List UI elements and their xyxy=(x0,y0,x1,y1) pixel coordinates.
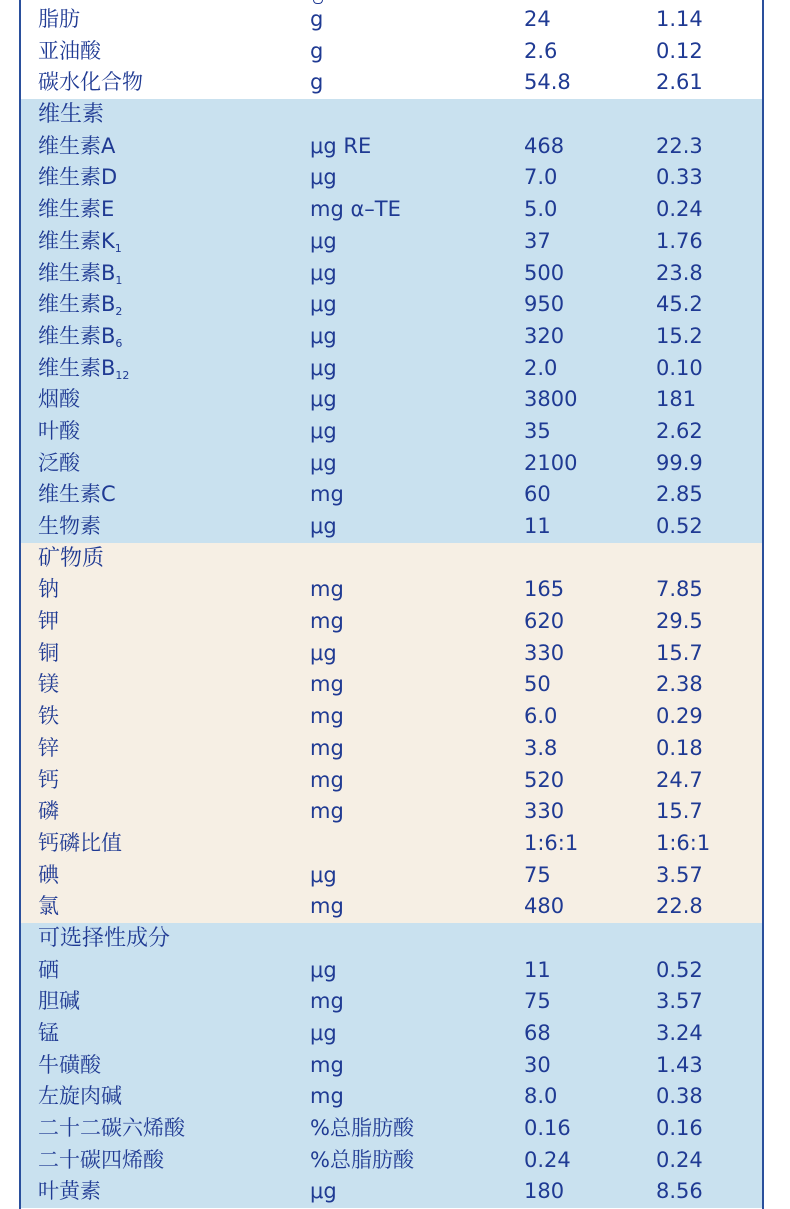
optional-section xyxy=(21,923,762,1208)
unit-cell: μg xyxy=(310,1021,337,1045)
unit-cell: g xyxy=(310,7,324,31)
nutrient-name xyxy=(38,1018,59,1050)
per-100g-value: 68 xyxy=(524,1021,551,1045)
per-100g-value: 11 xyxy=(524,514,551,538)
nutrient-name xyxy=(38,1176,101,1208)
nutrient-name xyxy=(38,796,59,828)
unit-cell: mg xyxy=(310,609,344,634)
per-100g-value: 2100 xyxy=(524,450,578,475)
per-100g-value: 75 xyxy=(524,989,551,1014)
nutrient-name xyxy=(38,701,59,733)
unit-cell: μg xyxy=(310,355,337,380)
per-100g-value: 35 xyxy=(524,418,551,443)
per-100kj-value: 0.16 xyxy=(656,1116,703,1141)
nutrient-name-text: 氯 xyxy=(38,894,59,919)
nutrient-name-text: 维生素B xyxy=(38,292,116,317)
per-100g-value: 330 xyxy=(524,640,565,665)
per-100kj-value: 2.61 xyxy=(656,70,703,95)
table-row xyxy=(21,258,762,290)
nutrient-name xyxy=(38,511,101,543)
table-row xyxy=(21,36,762,68)
nutrient-name xyxy=(38,986,80,1018)
nutrient-name xyxy=(38,226,122,258)
per-100g-value: 480 xyxy=(524,894,565,919)
per-100kj-value: 3.57 xyxy=(656,862,703,887)
unit-cell: μg xyxy=(310,165,337,190)
unit-cell: g xyxy=(310,70,324,95)
per-100kj-value: 0.38 xyxy=(656,1084,703,1109)
unit-cell: μg xyxy=(310,387,337,412)
per-100g-value: 7.0 xyxy=(524,165,558,190)
per-100kj-value: 1.76 xyxy=(656,228,703,253)
macros-section xyxy=(21,4,762,99)
per-100kj-value: 1.14 xyxy=(656,7,703,31)
nutrient-name-text: 维生素B xyxy=(38,323,116,348)
nutrient-name xyxy=(38,669,59,701)
per-100kj-value: 99.9 xyxy=(656,450,703,475)
table-row xyxy=(21,606,762,638)
nutrient-subscript: 2 xyxy=(115,305,123,319)
table-row xyxy=(21,955,762,987)
unit-cell: mg xyxy=(310,767,344,792)
nutrient-name-text: 钙磷比值 xyxy=(38,830,122,855)
unit-cell: μg RE xyxy=(310,133,372,158)
vitamins-section xyxy=(21,99,762,543)
unit-cell: μg xyxy=(310,418,337,443)
per-100kj-value: 29.5 xyxy=(656,609,703,634)
per-100g-value: 5.0 xyxy=(524,197,558,222)
nutrient-name xyxy=(38,67,143,99)
nutrient-name xyxy=(38,828,122,860)
per-100kj-value: 22.8 xyxy=(656,894,703,919)
nutrient-name-text: 铜 xyxy=(38,640,59,665)
nutrient-name-text: 二十二碳六烯酸 xyxy=(38,1116,185,1141)
nutrient-name xyxy=(38,194,114,226)
nutrient-name xyxy=(38,384,80,416)
nutrient-name-text: 维生素C xyxy=(38,482,116,507)
table-row xyxy=(21,1018,762,1050)
nutrient-name-text: 维生素E xyxy=(38,197,115,222)
nutrient-name xyxy=(38,162,117,194)
nutrition-table xyxy=(19,0,764,1209)
table-row xyxy=(21,479,762,511)
nutrient-name-text: 磷 xyxy=(38,799,59,824)
nutrient-name-text: 碳水化合物 xyxy=(38,70,143,95)
nutrient-name xyxy=(38,36,101,68)
nutrient-name xyxy=(38,258,122,290)
nutrient-name xyxy=(38,479,116,511)
nutrient-name-text: 钾 xyxy=(38,609,59,634)
per-100kj-value: 45.2 xyxy=(656,292,703,317)
per-100kj-value: 0.24 xyxy=(656,1147,703,1172)
nutrient-name-text: 钙 xyxy=(38,767,59,792)
nutrient-name xyxy=(38,1081,122,1113)
per-100kj-value: 8.56 xyxy=(656,1179,703,1204)
nutrient-name-text: 烟酸 xyxy=(38,387,80,412)
unit-cell: μg xyxy=(310,514,337,538)
nutrient-name xyxy=(38,891,59,923)
nutrient-subscript: 1 xyxy=(115,273,123,287)
nutrient-name-text: 维生素B xyxy=(38,260,116,285)
unit-cell: mg α–TE xyxy=(310,197,401,222)
per-100kj-value: 7.85 xyxy=(656,577,703,602)
per-100g-value: 2.6 xyxy=(524,38,558,63)
unit-cell: μg xyxy=(310,260,337,285)
nutrient-name xyxy=(38,955,59,987)
nutrient-name-text: 生物素 xyxy=(38,514,101,538)
per-100g-value: 50 xyxy=(524,672,551,697)
table-row xyxy=(21,194,762,226)
per-100g-value: 30 xyxy=(524,1052,551,1077)
table-row xyxy=(21,765,762,797)
nutrient-name-text: 胆碱 xyxy=(38,989,80,1014)
table-row xyxy=(21,1145,762,1177)
per-100g-value: 11 xyxy=(524,957,551,982)
nutrient-name-text: 钠 xyxy=(38,577,59,602)
unit-cell: mg xyxy=(310,799,344,824)
nutrient-name-text: 维生素D xyxy=(38,165,118,190)
per-100g-value: 24 xyxy=(524,7,551,31)
table-row xyxy=(21,416,762,448)
table-row xyxy=(21,891,762,923)
unit-cell: mg xyxy=(310,704,344,729)
section-header xyxy=(21,923,762,955)
table-row xyxy=(21,1176,762,1208)
nutrient-name-text: 二十碳四烯酸 xyxy=(38,1147,164,1172)
per-100kj-value: 1.43 xyxy=(656,1052,703,1077)
unit-cell: μg xyxy=(310,292,337,317)
nutrient-name-text: 锰 xyxy=(38,1021,59,1045)
nutrient-name-text: 脂肪 xyxy=(38,7,80,31)
nutrient-name-text: 铁 xyxy=(38,704,59,729)
nutrient-name-text: 维生素K xyxy=(38,228,115,253)
table-row xyxy=(21,67,762,99)
per-100g-value: 520 xyxy=(524,767,565,792)
nutrient-name xyxy=(38,1050,101,1082)
nutrient-name-text: 亚油酸 xyxy=(38,38,101,63)
nutrient-name-text: 锌 xyxy=(38,735,59,760)
unit-cell: g xyxy=(310,38,324,63)
unit-cell: mg xyxy=(310,894,344,919)
per-100g-value: 500 xyxy=(524,260,565,285)
table-row xyxy=(21,796,762,828)
nutrient-name xyxy=(38,860,59,892)
nutrient-name-text: 维生素A xyxy=(38,133,116,158)
per-100g-value: 3800 xyxy=(524,387,578,412)
unit-cell: mg xyxy=(310,735,344,760)
unit-cell: mg xyxy=(310,672,344,697)
nutrient-name xyxy=(38,416,80,448)
table-row xyxy=(21,511,762,543)
nutrient-name xyxy=(38,353,129,385)
unit-cell: mg xyxy=(310,1052,344,1077)
nutrient-name-text: 维生素B xyxy=(38,355,116,380)
per-100g-value: 37 xyxy=(524,228,551,253)
per-100g-value: 0.24 xyxy=(524,1147,571,1172)
per-100kj-value: 0.10 xyxy=(656,355,703,380)
section-header xyxy=(21,543,762,575)
per-100g-value: 320 xyxy=(524,323,565,348)
per-100kj-value: 0.52 xyxy=(656,957,703,982)
table-row xyxy=(21,4,762,36)
table-row xyxy=(21,353,762,385)
nutrient-name-text: 镁 xyxy=(38,672,59,697)
nutrient-subscript: 6 xyxy=(115,336,123,350)
table-row xyxy=(21,1113,762,1145)
table-row xyxy=(21,860,762,892)
nutrient-name xyxy=(38,765,59,797)
per-100g-value: 180 xyxy=(524,1179,565,1204)
nutrient-name xyxy=(38,289,122,321)
per-100kj-value: 0.18 xyxy=(656,735,703,760)
table-row xyxy=(21,448,762,480)
nutrient-name-text: 牛磺酸 xyxy=(38,1052,101,1077)
per-100kj-value: 0.52 xyxy=(656,514,703,538)
per-100kj-value: 2.62 xyxy=(656,418,703,443)
per-100kj-value: 24.7 xyxy=(656,767,703,792)
unit-cell: μg xyxy=(310,957,337,982)
table-row xyxy=(21,986,762,1018)
per-100kj-value: 23.8 xyxy=(656,260,703,285)
per-100g-value: 3.8 xyxy=(524,735,558,760)
nutrient-name xyxy=(38,1113,185,1145)
per-100kj-value: 0.12 xyxy=(656,38,703,63)
nutrient-name-text: 硒 xyxy=(38,957,59,982)
per-100g-value: 1:6:1 xyxy=(524,830,579,855)
per-100g-value: 165 xyxy=(524,577,565,602)
per-100kj-value: 2.85 xyxy=(656,482,703,507)
per-100g-value: 950 xyxy=(524,292,565,317)
table-row xyxy=(21,226,762,258)
per-100kj-value: 15.2 xyxy=(656,323,703,348)
table-row xyxy=(21,384,762,416)
nutrient-name xyxy=(38,1145,164,1177)
unit-cell: μg xyxy=(310,323,337,348)
table-row xyxy=(21,289,762,321)
per-100kj-value: 22.3 xyxy=(656,133,703,158)
per-100g-value: 468 xyxy=(524,133,565,158)
nutrient-subscript: 12 xyxy=(115,368,130,382)
per-100g-value: 8.0 xyxy=(524,1084,558,1109)
per-100kj-value: 15.7 xyxy=(656,799,703,824)
nutrient-name xyxy=(38,733,59,765)
unit-cell: mg xyxy=(310,577,344,602)
per-100g-value: 620 xyxy=(524,609,565,634)
nutrient-name-text: 叶黄素 xyxy=(38,1179,101,1204)
unit-cell: μg xyxy=(310,640,337,665)
nutrient-name-text: 左旋肉碱 xyxy=(38,1084,122,1109)
unit-cell: mg xyxy=(310,1084,344,1109)
per-100kj-value: 181 xyxy=(656,387,697,412)
unit-cell: %总脂肪酸 xyxy=(310,1147,414,1172)
table-row xyxy=(21,1050,762,1082)
per-100g-value: 75 xyxy=(524,862,551,887)
unit-cell: mg xyxy=(310,989,344,1014)
nutrient-name-text: 碘 xyxy=(38,862,59,887)
minerals-section xyxy=(21,543,762,923)
per-100kj-value: 2.38 xyxy=(656,672,703,697)
per-100kj-value: 0.24 xyxy=(656,197,703,222)
section-title: 矿物质 xyxy=(38,545,105,571)
section-title: 可选择性成分 xyxy=(38,925,171,951)
per-100kj-value: 0.29 xyxy=(656,704,703,729)
nutrient-subscript: 1 xyxy=(114,241,122,255)
unit-cell: μg xyxy=(310,862,337,887)
per-100g-value: 330 xyxy=(524,799,565,824)
nutrient-name xyxy=(38,321,122,353)
table-row xyxy=(21,669,762,701)
unit-cell: %总脂肪酸 xyxy=(310,1116,414,1141)
nutrient-name xyxy=(38,574,59,606)
per-100kj-value: 15.7 xyxy=(656,640,703,665)
per-100kj-value: 1:6:1 xyxy=(656,830,711,855)
per-100kj-value: 0.33 xyxy=(656,165,703,190)
table-row xyxy=(21,701,762,733)
nutrient-name xyxy=(38,638,59,670)
nutrient-name xyxy=(38,448,80,480)
table-row xyxy=(21,162,762,194)
per-100g-value: 54.8 xyxy=(524,70,571,95)
table-row xyxy=(21,733,762,765)
nutrient-name-text: 泛酸 xyxy=(38,450,80,475)
unit-cell: mg xyxy=(310,482,344,507)
unit-cell: μg xyxy=(310,1179,337,1204)
nutrient-name-text: 叶酸 xyxy=(38,418,80,443)
unit-cell: μg xyxy=(310,228,337,253)
per-100g-value: 60 xyxy=(524,482,551,507)
nutrient-name xyxy=(38,606,59,638)
table-row xyxy=(21,321,762,353)
table-row xyxy=(21,131,762,163)
table-row xyxy=(21,828,762,860)
per-100g-value: 2.0 xyxy=(524,355,558,380)
section-header xyxy=(21,99,762,131)
per-100kj-value: 3.57 xyxy=(656,989,703,1014)
table-row xyxy=(21,638,762,670)
section-title: 维生素 xyxy=(38,102,105,128)
per-100g-value: 0.16 xyxy=(524,1116,571,1141)
table-row xyxy=(21,1081,762,1113)
unit-cell: μg xyxy=(310,450,337,475)
per-100g-value: 6.0 xyxy=(524,704,558,729)
table-row xyxy=(21,574,762,606)
per-100kj-value: 3.24 xyxy=(656,1021,703,1045)
nutrient-name xyxy=(38,4,80,36)
nutrient-name xyxy=(38,131,115,163)
